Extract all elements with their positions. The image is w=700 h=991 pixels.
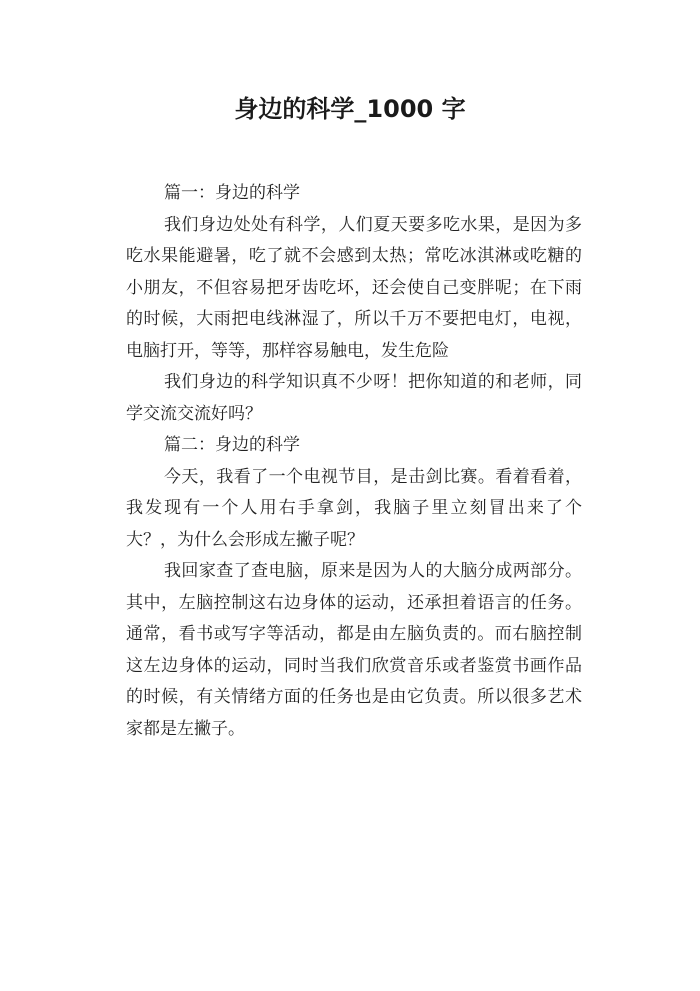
paragraph: 我们身边的科学知识真不少呀！把你知道的和老师，同学交流交流好吗？: [126, 372, 582, 424]
document-body: [126, 178, 582, 745]
section-heading-2: 篇二：身边的科学: [164, 435, 300, 455]
document-title: 身边的科学_1000 字: [234, 95, 466, 123]
paragraph: 我们身边处处有科学，人们夏天要多吃水果，是因为多吃水果能避暑，吃了就不会感到太热；常吃冰淇淋或吃糖的小朋友，不但容易把牙齿吃坏，还会使自己变胖呢；在下雨的时候，大雨把电线淋湿了，所以千万不要把电灯，电视，电脑打开，等等，那样容易触电，发生危险: [126, 214, 582, 361]
section-heading-1: 篇一：身边的科学: [164, 183, 300, 203]
paragraph: 我回家查了查电脑，原来是因为人的大脑分成两部分。其中，左脑控制这右边身体的运动，还承担着语言的任务。通常，看书或写字等活动，都是由左脑负责的。而右脑控制这左边身体的运动，同时当我们欣赏音乐或者鉴赏书画作品的时候，有关情绪方面的任务也是由它负责。所以很多艺术家都是左撇子。: [126, 561, 582, 739]
paragraph: 今天，我看了一个电视节目，是击剑比赛。看着看着，我发现有一个人用右手拿剑，我脑子里立刻冒出来了个大？，为什么会形成左撇子呢？: [126, 466, 582, 550]
